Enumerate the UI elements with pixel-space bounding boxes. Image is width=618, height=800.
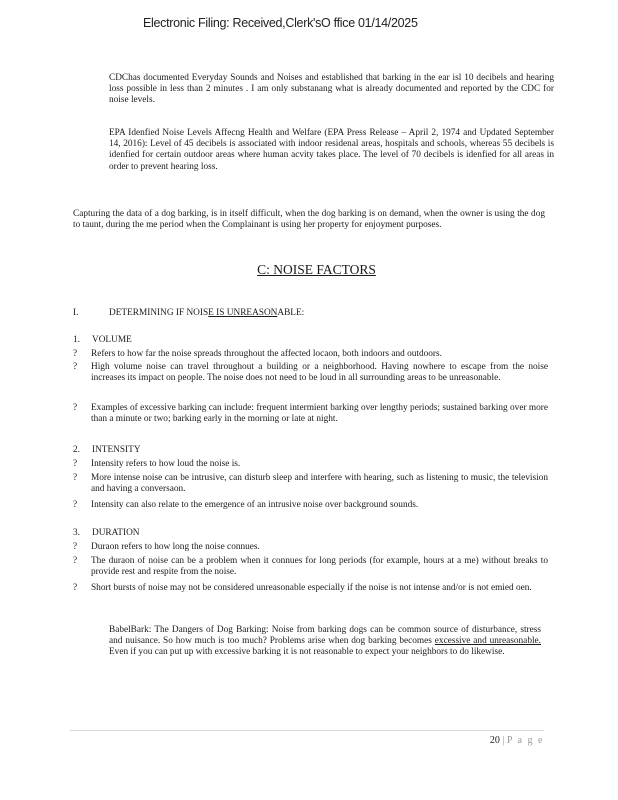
intensity-bullet: Intensity refers to how loud the noise is. [91, 459, 241, 469]
page-number: 20 [489, 735, 500, 746]
factor-label-duration: DURATION [92, 528, 140, 538]
roman-numeral: I. [73, 308, 79, 318]
epa-paragraph: EPA Idenfied Noise Levels Affecng Health and Welfare (EPA Press Release – April 2, 1974 and Updated September 14, 2016): Level of 45 decibels is associated with indoor residenal areas, hospitals and schools, whereas 55 decibels is idenfied for certain outdoor areas where human acvity takes place. The level of 70 decibels is idenfied for all areas in order to prevent hearing loss. [109, 128, 554, 172]
bullet-glyph: ? [73, 473, 78, 483]
filing-stamp: Electronic Filing: Received,Clerk'sO ffice 01/14/2025 [143, 16, 418, 30]
bullet-glyph: ? [73, 542, 78, 552]
factor-number: 2. [73, 445, 80, 455]
intensity-bullet: More intense noise can be intrusive, can disturb sleep and interfere with hearing, such as listening to music, the television and having a conversaon. [91, 473, 548, 495]
bullet-glyph: ? [73, 362, 78, 372]
factor-number: 1. [73, 335, 80, 345]
bullet-glyph: ? [73, 403, 78, 413]
factor-number: 3. [73, 528, 80, 538]
factor-label-volume: VOLUME [92, 335, 132, 345]
footer-divider [70, 730, 544, 731]
volume-bullet: Refers to how far the noise spreads throughout the affected locaon, both indoors and outdoors. [91, 349, 442, 359]
duration-bullet: Short bursts of noise may not be considered unreasonable especially if the noise is not intense and/or is not emied oen. [91, 583, 532, 593]
bullet-glyph: ? [73, 556, 78, 566]
babelbark-quote: BabelBark: The Dangers of Dog Barking: Noise from barking dogs can be common source of disturbance, stress and nuisance. So how much is too much? Problems arise when dog barking becomes excessive and unreasonable. Even if you can put up with excessive barking it is not reasonable to expect your neighbors to do likewise. [109, 625, 541, 658]
section-heading: DETERMINING IF NOISE IS UNREASONABLE: [109, 308, 305, 318]
page-word: P a g e [506, 735, 544, 746]
section-title: C: NOISE FACTORS [257, 262, 376, 277]
capturing-paragraph: Capturing the data of a dog barking, is in itself difficult, when the dog barking is on demand, when the owner is using the dog to taunt, during the me period when the Complainant is using her property for enjoyment purposes. [73, 209, 545, 231]
cdc-paragraph: CDChas documented Everyday Sounds and Noises and established that barking in the ear isl 10 decibels and hearing loss possible in less than 2 minutes . I am only substanang what is already documented and reported by the CDC for noise levels. [109, 73, 554, 106]
page-footer [440, 735, 544, 746]
bullet-glyph: ? [73, 583, 78, 593]
bullet-glyph: ? [73, 459, 78, 469]
volume-bullet: Examples of excessive barking can include: frequent intermient barking over lengthy periods; sustained barking over more than a minute or two; barking early in the morning or late at night. [91, 403, 548, 425]
factor-label-intensity: INTENSITY [92, 445, 141, 455]
duration-bullet: The duraon of noise can be a problem when it connues for long periods (for example, hours at a me) without breaks to provide rest and respite from the noise. [91, 556, 548, 578]
volume-bullet: High volume noise can travel throughout a building or a neighborhood. Having nowhere to escape from the noise increases its impact on people. The noise does not need to be loud in all surrounding areas to be unreasonable. [91, 362, 548, 384]
bullet-glyph: ? [73, 349, 78, 359]
bullet-glyph: ? [73, 500, 78, 510]
intensity-bullet: Intensity can also relate to the emergence of an intrusive noise over background sounds. [91, 500, 419, 510]
duration-bullet: Duraon refers to how long the noise connues. [91, 542, 260, 552]
page-separator: | [502, 735, 505, 746]
